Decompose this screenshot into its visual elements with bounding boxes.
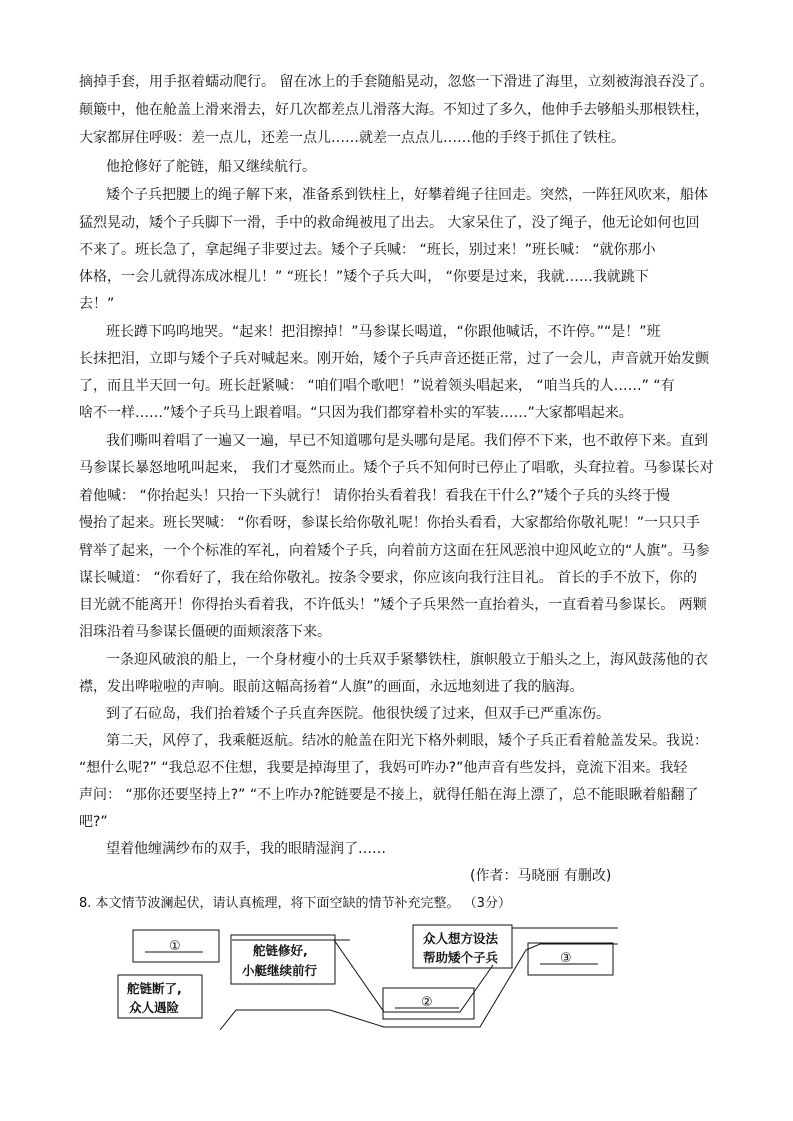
- story-line: 着他喊： “你抬起头！只抬一下头就行！ 请你抬头看着我！看我在干什么?”矮个子兵的头终于慢: [79, 488, 670, 504]
- story-line: 长抹把泪，立即与矮个子兵对喊起来。刚开始，矮个子兵声音还挺正常，过了一会儿，声音就开始发颤: [79, 351, 709, 367]
- story-line: 马参谋长暴怒地吼叫起来， 我们才戛然而止。矮个子兵不知何时已停止了唱歌，头耷拉着。马参谋长对: [79, 460, 714, 476]
- box-c-line-2: 帮助矮个子兵: [423, 950, 499, 965]
- story-line: 襟，发出哗啦啦的声响。眼前这幅高扬着“人旗”的画面，永远地刻进了我的脑海。: [79, 679, 584, 695]
- story-line: 慢抬了起来。班长哭喊： “你看呀，参谋长给你敬礼呢！你抬头看看，大家都给你敬礼呢！”一只只手: [79, 515, 700, 531]
- story-line: 啥不一样……”矮个子兵马上跟着唱。“只因为我们都穿着朴实的军装……”大家都唱起来。: [79, 405, 633, 421]
- box-a-line-1: 舵链断了,: [127, 981, 182, 996]
- story-line: 臂举了起来，一个个标准的军礼，向着矮个子兵，向着前方这面在狂风恶浪中迎风屹立的“人旗”。马参: [79, 543, 710, 559]
- story-line: 望着他缠满纱布的双手，我的眼睛湿润了……: [106, 841, 386, 857]
- blank-3-label: ③: [560, 951, 572, 966]
- box-a-line-2: 众人遇险: [129, 1000, 180, 1015]
- box-b-line-1: 舵链修好,: [253, 943, 308, 958]
- story-line: 颠簸中，他在舱盖上滑来滑去，好几次都差点儿滑落大海。不知过了多久，他伸手去够船头那根铁柱，: [79, 102, 709, 118]
- box-b-line-2: 小艇继续前行: [242, 963, 318, 978]
- story-line: 摘掉手套，用手抠着蠕动爬行。 留在冰上的手套随船晃动，忽悠一下滑进了海里，立刻被海浪吞没了。: [79, 74, 714, 90]
- story-line: 不来了。班长急了，拿起绳子非要过去。矮个子兵喊： “班长，别过来！”班长喊： “就你那小: [79, 242, 656, 258]
- story-line: 矮个子兵把腰上的绳子解下来，准备系到铁柱上，好攀着绳子往回走。突然，一阵狂风吹来，船体: [106, 187, 708, 203]
- story-line: 猛烈晃动，矮个子兵脚下一滑，手中的救命绳被甩了出去。 大家呆住了，没了绳子，他无论如何也回: [79, 215, 700, 231]
- story-line: 一条迎风破浪的船上，一个身材瘦小的士兵双手紧攀铁柱，旗帜般立于船头之上，海风鼓荡他的衣: [106, 652, 708, 668]
- story-line: 泪珠沿着马参谋长僵硬的面颊滚落下来。: [79, 624, 331, 640]
- story-line: 第二天，风停了，我乘艇返航。结冰的舱盖在阳光下格外刺眼，矮个子兵正看着舱盖发呆。我说：: [106, 733, 708, 749]
- story-line: 大家都屏住呼吸：差一点儿，还差一点儿……就差一点点儿……他的手终于抓住了铁柱。: [79, 130, 625, 146]
- story-line: 了，而且半天回一句。班长赶紧喊： “咱们唱个歌吧！”说着领头唱起来， “咱当兵的人……” “有: [79, 378, 675, 394]
- blank-2-label: ②: [421, 995, 433, 1010]
- story-line: 体格，一会儿就得冻成冰棍儿！” “班长！”矮个子兵大叫， “你要是过来，我就……我就跳下: [79, 269, 649, 285]
- question-8: 8. 本文情节波澜起伏，请认真梳理，将下面空缺的情节补充完整。 （3分）: [79, 896, 511, 911]
- story-line: 谋长喊道： “你看好了，我在给你敬礼。按条令要求，你应该向我行注目礼。 首长的手不放下，你的: [79, 570, 698, 586]
- story-line: 去！”: [79, 296, 115, 312]
- story-line: 到了石砬岛，我们抬着矮个子兵直奔医院。他很快缓了过来，但双手已严重冻伤。: [106, 706, 610, 722]
- story-line: 声问： “那你还要坚持上?” “不上咋办?舵链要是不接上，就得任船在海上漂了，总不能眼瞅着船翻了: [79, 787, 699, 803]
- author-credit: (作者：马晓丽 有删改): [470, 868, 612, 884]
- story-line: 班长蹲下呜呜地哭。“起来！把泪擦掉！”马参谋长喝道，“你跟他喊话，不许停。”“是！”班: [106, 324, 661, 340]
- story-line: 目光就不能离开！你得抬头看着我，不许低头！”矮个子兵果然一直抬着头，一直看着马参谋长。 两颗: [79, 597, 707, 613]
- story-line: 我们嘶叫着唱了一遍又一遍，早已不知道哪句是头哪句是尾。我们停不下来，也不敢停下来。直到: [106, 433, 708, 449]
- box-c-line-1: 众人想方设法: [423, 931, 499, 946]
- story-line: 他抢修好了舵链，船又继续航行。: [106, 159, 316, 175]
- story-line: 吧?”: [79, 814, 108, 830]
- blank-1-label: ①: [169, 939, 181, 954]
- story-line: “想什么呢?” “我总忍不住想，我要是掉海里了，我妈可咋办?”他声音有些发抖，竟流下泪来。我轻: [79, 760, 688, 776]
